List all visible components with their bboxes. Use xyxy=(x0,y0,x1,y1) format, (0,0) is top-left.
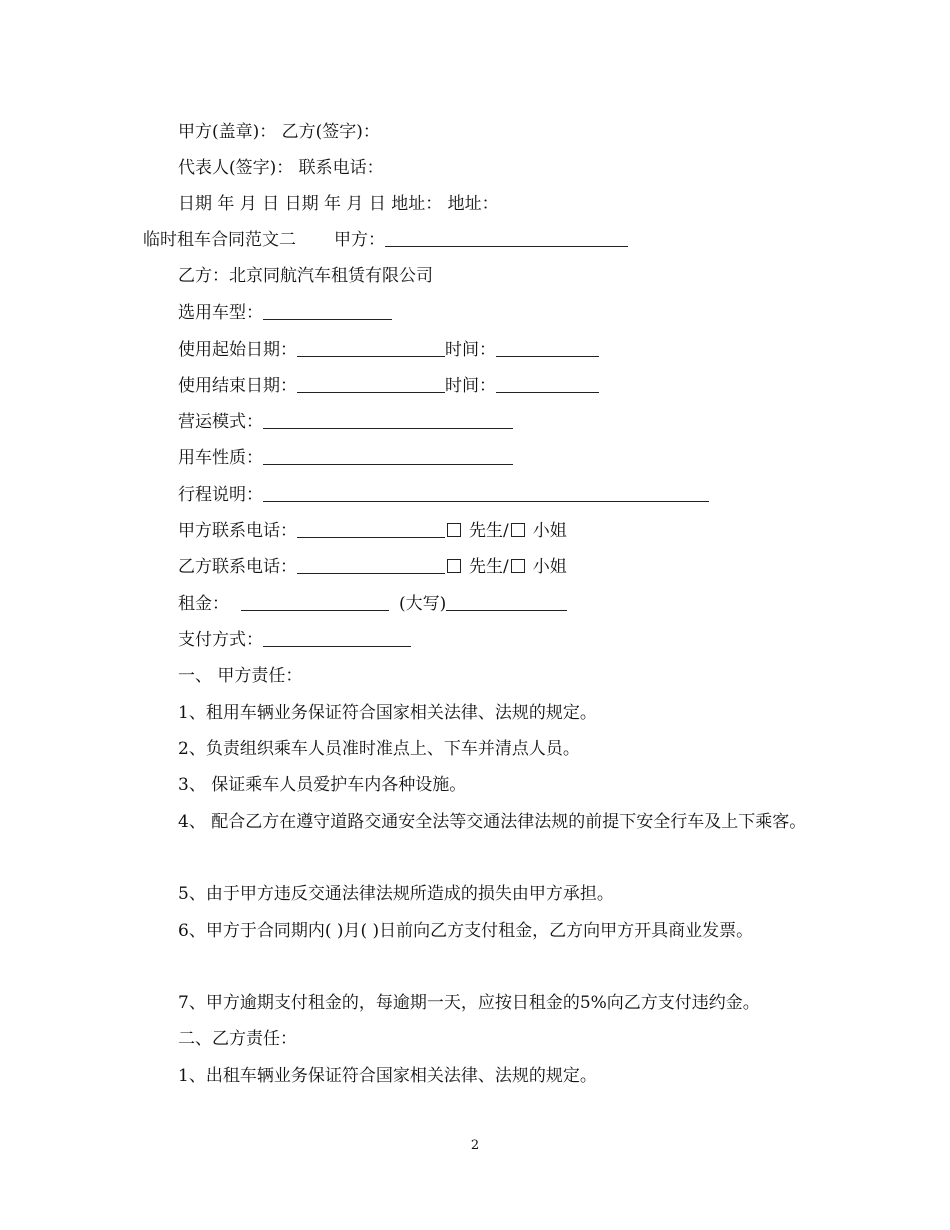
mode-label: 营运模式： xyxy=(178,412,263,432)
section-a-item: 4、 配合乙方在遵守道路交通安全法等交通法律法规的前提下安全行车及上下乘客。 xyxy=(178,812,807,832)
end-time-label: 时间： xyxy=(445,376,496,396)
nature-label: 用车性质： xyxy=(178,448,263,468)
ms-label: 小姐 xyxy=(532,521,567,541)
contract-title: 临时租车合同范文二 xyxy=(143,230,296,250)
section-a-item: 6、甲方于合同期内( )月( )日前向乙方支付租金，乙方向甲方开具商业发票。 xyxy=(178,921,754,941)
car-type-blank[interactable] xyxy=(263,303,392,320)
mr-label: 先生/ xyxy=(469,521,509,541)
start-time-label: 时间： xyxy=(445,340,496,360)
end-date-label: 使用结束日期： xyxy=(178,376,297,396)
car-type-label: 选用车型： xyxy=(178,303,263,323)
itinerary-blank[interactable] xyxy=(263,485,709,502)
signature-line-parties: 甲方(盖章)： 乙方(签字)： xyxy=(178,122,380,142)
rent-blank[interactable] xyxy=(241,594,389,611)
ms-label: 小姐 xyxy=(532,557,567,577)
mr-checkbox[interactable] xyxy=(447,559,461,573)
payment-row xyxy=(178,630,411,650)
section-b-item: 1、出租车辆业务保证符合国家相关法律、法规的规定。 xyxy=(178,1066,597,1086)
section-a-item: 5、由于甲方违反交通法律法规所造成的损失由甲方承担。 xyxy=(178,884,614,904)
page-number: 2 xyxy=(470,1138,480,1153)
party-a-phone-blank[interactable] xyxy=(297,521,445,538)
ms-checkbox[interactable] xyxy=(511,523,525,537)
mode-blank[interactable] xyxy=(263,412,513,429)
nature-blank[interactable] xyxy=(263,448,513,465)
mr-checkbox[interactable] xyxy=(447,523,461,537)
nature-row xyxy=(178,448,513,468)
signature-line-representative: 代表人(签字)： 联系电话： xyxy=(178,158,384,178)
rent-row xyxy=(178,594,567,614)
section-a-item: 7、甲方逾期支付租金的，每逾期一天，应按日租金的5%向乙方支付违约金。 xyxy=(178,993,760,1013)
rent-label: 租金： xyxy=(178,594,229,614)
mr-label: 先生/ xyxy=(469,557,509,577)
end-date-row xyxy=(178,376,599,396)
party-a-label: 甲方： xyxy=(334,230,385,250)
payment-label: 支付方式： xyxy=(178,630,263,650)
party-a-phone-row xyxy=(178,521,567,541)
start-date-row xyxy=(178,340,599,360)
end-date-blank[interactable] xyxy=(297,376,445,393)
mode-row xyxy=(178,412,513,432)
payment-blank[interactable] xyxy=(263,630,411,647)
section-b-heading: 二、乙方责任： xyxy=(178,1029,297,1049)
section-a-item: 1、租用车辆业务保证符合国家相关法律、法规的规定。 xyxy=(178,703,597,723)
start-date-blank[interactable] xyxy=(297,340,445,357)
section-a-heading: 一、 甲方责任： xyxy=(178,666,303,686)
party-b-line: 乙方：北京同航汽车租赁有限公司 xyxy=(178,266,433,286)
party-b-phone-blank[interactable] xyxy=(297,557,445,574)
party-a-phone-label: 甲方联系电话： xyxy=(178,521,297,541)
ms-checkbox[interactable] xyxy=(511,559,525,573)
section-a-item: 2、负责组织乘车人员准时准点上、下车并清点人员。 xyxy=(178,739,580,759)
rent-upper-blank[interactable] xyxy=(446,594,567,611)
party-b-phone-label: 乙方联系电话： xyxy=(178,557,297,577)
start-date-label: 使用起始日期： xyxy=(178,340,297,360)
signature-line-date-address: 日期 年 月 日 日期 年 月 日 地址： 地址： xyxy=(178,194,499,214)
party-b-phone-row xyxy=(178,557,567,577)
start-time-blank[interactable] xyxy=(496,340,599,357)
contract-title-row xyxy=(143,230,628,250)
car-type-row xyxy=(178,303,392,323)
itinerary-row xyxy=(178,485,709,505)
party-a-blank[interactable] xyxy=(385,230,628,247)
section-a-item: 3、 保证乘车人员爱护车内各种设施。 xyxy=(178,775,467,795)
end-time-blank[interactable] xyxy=(496,376,599,393)
itinerary-label: 行程说明： xyxy=(178,485,263,505)
rent-upper-label: (大写) xyxy=(399,594,447,614)
